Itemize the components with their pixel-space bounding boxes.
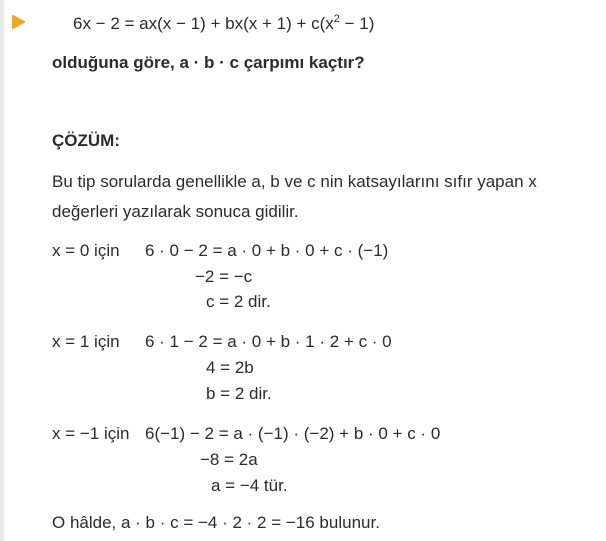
- case3-step2: a = −4 tür.: [211, 476, 288, 495]
- case1-equation: 6 · 0 − 2 = a · 0 + b · 0 + c · (−1): [145, 241, 389, 260]
- play-triangle-icon: [10, 14, 26, 30]
- case1-label: x = 0 için: [52, 241, 120, 260]
- given-equation: [73, 14, 374, 34]
- case2-step2: b = 2 dir.: [206, 384, 272, 403]
- given-equation-tail: − 1): [339, 14, 375, 33]
- case2-label: x = 1 için: [52, 332, 120, 351]
- case2-step1: 4 = 2b: [206, 358, 254, 377]
- given-equation-main: 6x − 2 = ax(x − 1) + bx(x + 1) + c(x: [73, 14, 334, 33]
- solution-heading: ÇÖZÜM:: [52, 131, 120, 150]
- case3-equation: 6(−1) − 2 = a · (−1) · (−2) + b · 0 + c · 0: [145, 424, 441, 443]
- case3-label: x = −1 için: [52, 424, 130, 443]
- solution-intro-line-2: değerleri yazılarak sonuca gidilir.: [52, 202, 299, 221]
- case3-step1: −8 = 2a: [200, 450, 258, 469]
- given-equation-exponent: 2: [333, 13, 340, 25]
- page-edge: [0, 0, 4, 541]
- question-prompt: olduğuna göre, a · b · c çarpımı kaçtır?: [52, 53, 365, 72]
- case1-step2: c = 2 dir.: [206, 292, 271, 311]
- solution-intro-line-1: Bu tip sorularda genellikle a, b ve c nin katsayılarını sıfır yapan x: [52, 172, 537, 191]
- case1-step1: −2 = −c: [195, 267, 253, 286]
- conclusion: O hâlde, a · b · c = −4 · 2 · 2 = −16 bulunur.: [52, 513, 380, 532]
- case2-equation: 6 · 1 − 2 = a · 0 + b · 1 · 2 + c · 0: [145, 332, 392, 351]
